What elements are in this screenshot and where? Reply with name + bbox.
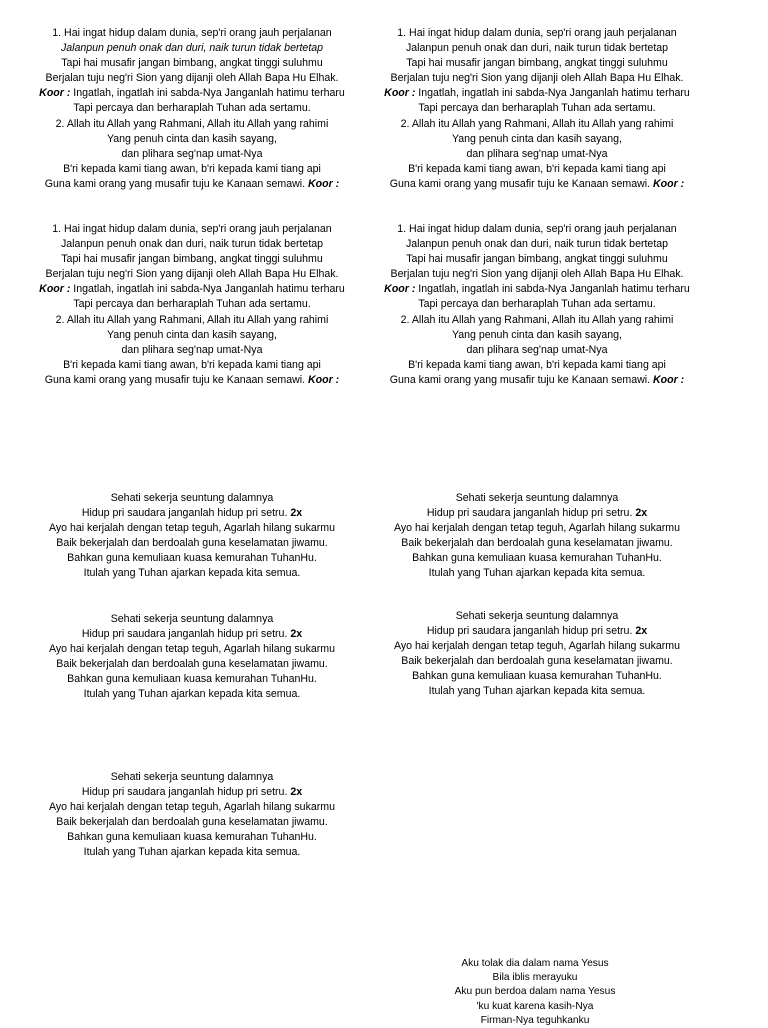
chorus-text: Ingatlah, ingatlah ini sabda-Nya Janganlah hatimu terharu [70, 87, 345, 100]
chorus-text: Ingatlah, ingatlah ini sabda-Nya Janganlah hatimu terharu [415, 283, 690, 296]
koor-label: Koor : [308, 177, 340, 190]
verse-line: Tapi percaya dan berharaplah Tuhan ada sertamu. [418, 102, 656, 115]
verse-line [8, 506, 376, 521]
verse-line [8, 177, 376, 192]
verse-line [353, 506, 721, 521]
verse-line: Tapi hai musafir jangan bimbang, angkat tinggi suluhmu [406, 57, 668, 70]
verse-line: Berjalan tuju neg'ri Sion yang dijanji oleh Allah Bapa Hu Elhak. [45, 72, 339, 85]
verse-line: Itulah yang Tuhan ajarkan kepada kita semua. [83, 688, 301, 701]
chorus-line [8, 282, 376, 297]
verse-line: Baik bekerjalah dan berdoalah guna keselamatan jiwamu. [401, 537, 673, 550]
verse-line: 2. Allah itu Allah yang Rahmani, Allah itu Allah yang rahimi [400, 313, 674, 326]
verse-text: Guna kami orang yang musafir tuju ke Kanaan semawi. [44, 373, 309, 386]
verse-line: Itulah yang Tuhan ajarkan kepada kita semua. [83, 846, 301, 859]
hymn1-copy-4 [353, 222, 721, 388]
verse-line: Sehati sekerja seuntung dalamnya [110, 771, 274, 783]
verse-line: Baik bekerjalah dan berdoalah guna keselamatan jiwamu. [56, 537, 328, 550]
verse-line: 2. Allah itu Allah yang Rahmani, Allah itu Allah yang rahimi [400, 117, 674, 130]
verse-line: Tapi hai musafir jangan bimbang, angkat tinggi suluhmu [61, 57, 323, 70]
verse-line: Tapi percaya dan berharaplah Tuhan ada sertamu. [418, 298, 656, 311]
repeat-mark: 2x [290, 786, 303, 799]
hymn1-copy-2 [353, 26, 721, 192]
chorus-line [8, 86, 376, 101]
repeat-mark: 2x [635, 625, 648, 638]
verse-line: Bahkan guna kemuliaan kuasa kemurahan TuhanHu. [67, 552, 317, 565]
verse-line: Yang penuh cinta dan kasih sayang, [451, 132, 623, 145]
verse-line: Baik bekerjalah dan berdoalah guna keselamatan jiwamu. [401, 655, 673, 668]
repeat-mark: 2x [290, 628, 303, 641]
verse-line: Bahkan guna kemuliaan kuasa kemurahan TuhanHu. [67, 673, 317, 686]
hymn2-copy-3 [8, 612, 376, 703]
verse-line: 2. Allah itu Allah yang Rahmani, Allah itu Allah yang rahimi [55, 313, 329, 326]
verse-line: Itulah yang Tuhan ajarkan kepada kita semua. [428, 567, 646, 580]
verse-text: Hidup pri saudara janganlah hidup pri setru. [81, 507, 291, 520]
verse-line: 2. Allah itu Allah yang Rahmani, Allah itu Allah yang rahimi [55, 117, 329, 130]
verse-line: Yang penuh cinta dan kasih sayang, [451, 328, 623, 341]
verse-text: Hidup pri saudara janganlah hidup pri setru. [81, 786, 291, 799]
repeat-mark: 2x [635, 507, 648, 520]
verse-line: dan plihara seg'nap umat-Nya [466, 343, 608, 356]
verse-text: Hidup pri saudara janganlah hidup pri setru. [81, 628, 291, 641]
hymn1-copy-3 [8, 222, 376, 388]
verse-line: 1. Hai ingat hidup dalam dunia, sep'ri orang jauh perjalanan [397, 27, 677, 39]
verse-line: Berjalan tuju neg'ri Sion yang dijanji oleh Allah Bapa Hu Elhak. [390, 268, 684, 281]
repeat-mark: 2x [290, 507, 303, 520]
verse-line: Ayo hai kerjalah dengan tetap teguh, Agarlah hilang sukarmu [48, 522, 336, 535]
koor-label: Koor : [39, 283, 71, 296]
koor-label: Koor : [308, 373, 340, 386]
verse-line: Ayo hai kerjalah dengan tetap teguh, Agarlah hilang sukarmu [393, 522, 681, 535]
verse-line: Jalanpun penuh onak dan duri, naik turun tidak bertetap [60, 238, 324, 251]
koor-label: Koor : [653, 177, 685, 190]
verse-line: Berjalan tuju neg'ri Sion yang dijanji oleh Allah Bapa Hu Elhak. [390, 72, 684, 85]
koor-label: Koor : [39, 87, 71, 100]
verse-line: dan plihara seg'nap umat-Nya [466, 147, 608, 160]
verse-line [353, 177, 721, 192]
hymn3-copy-1 [385, 957, 685, 1028]
verse-line: Ayo hai kerjalah dengan tetap teguh, Agarlah hilang sukarmu [393, 640, 681, 653]
verse-line: Yang penuh cinta dan kasih sayang, [106, 328, 278, 341]
verse-line: 1. Hai ingat hidup dalam dunia, sep'ri orang jauh perjalanan [397, 223, 677, 235]
verse-line: dan plihara seg'nap umat-Nya [121, 147, 263, 160]
verse-line: Aku tolak dia dalam nama Yesus [461, 958, 609, 969]
verse-line: Tapi percaya dan berharaplah Tuhan ada sertamu. [73, 298, 311, 311]
verse-line: Tapi hai musafir jangan bimbang, angkat tinggi suluhmu [406, 253, 668, 266]
koor-label: Koor : [653, 373, 685, 386]
verse-text: Hidup pri saudara janganlah hidup pri setru. [426, 507, 636, 520]
verse-line: B'ri kepada kami tiang awan, b'ri kepada kami tiang api [63, 358, 321, 371]
hymn2-copy-1 [8, 491, 376, 582]
verse-line: dan plihara seg'nap umat-Nya [121, 343, 263, 356]
verse-line [8, 373, 376, 388]
verse-line: Sehati sekerja seuntung dalamnya [455, 610, 619, 622]
hymn2-copy-4 [353, 609, 721, 700]
verse-line: B'ri kepada kami tiang awan, b'ri kepada kami tiang api [408, 358, 666, 371]
verse-line [353, 373, 721, 388]
verse-line: Bahkan guna kemuliaan kuasa kemurahan TuhanHu. [412, 552, 662, 565]
hymn1-copy-1 [8, 26, 376, 192]
verse-line: 'ku kuat karena kasih-Nya [476, 1000, 594, 1012]
verse-line: Ayo hai kerjalah dengan tetap teguh, Agarlah hilang sukarmu [48, 801, 336, 814]
verse-line: Jalanpun penuh onak dan duri, naik turun tidak bertetap [405, 42, 669, 55]
verse-line: Sehati sekerja seuntung dalamnya [110, 613, 274, 625]
verse-line: Aku pun berdoa dalam nama Yesus [454, 986, 616, 998]
verse-line: Jalanpun penuh onak dan duri, naik turun tidak bertetap [60, 42, 324, 55]
verse-text: Guna kami orang yang musafir tuju ke Kanaan semawi. [44, 177, 309, 190]
verse-line: Tapi percaya dan berharaplah Tuhan ada sertamu. [73, 102, 311, 115]
verse-line: Sehati sekerja seuntung dalamnya [110, 492, 274, 504]
chorus-text: Ingatlah, ingatlah ini sabda-Nya Janganlah hatimu terharu [70, 283, 345, 296]
verse-line: Itulah yang Tuhan ajarkan kepada kita semua. [83, 567, 301, 580]
verse-line: Tapi hai musafir jangan bimbang, angkat tinggi suluhmu [61, 253, 323, 266]
verse-line: Baik bekerjalah dan berdoalah guna keselamatan jiwamu. [56, 658, 328, 671]
koor-label: Koor : [384, 283, 416, 296]
verse-line: Ayo hai kerjalah dengan tetap teguh, Agarlah hilang sukarmu [48, 643, 336, 656]
chorus-line [353, 86, 721, 101]
koor-label: Koor : [384, 87, 416, 100]
verse-line: Yang penuh cinta dan kasih sayang, [106, 132, 278, 145]
verse-text: Guna kami orang yang musafir tuju ke Kanaan semawi. [389, 373, 654, 386]
verse-line: 1. Hai ingat hidup dalam dunia, sep'ri orang jauh perjalanan [52, 223, 332, 235]
hymn2-copy-2 [353, 491, 721, 582]
verse-line: Firman-Nya teguhkanku [480, 1014, 590, 1026]
verse-line: Bahkan guna kemuliaan kuasa kemurahan TuhanHu. [412, 670, 662, 683]
verse-line: Sehati sekerja seuntung dalamnya [455, 492, 619, 504]
verse-line: Jalanpun penuh onak dan duri, naik turun tidak bertetap [405, 238, 669, 251]
chorus-line [353, 282, 721, 297]
verse-line: 1. Hai ingat hidup dalam dunia, sep'ri orang jauh perjalanan [52, 27, 332, 39]
verse-line: B'ri kepada kami tiang awan, b'ri kepada kami tiang api [408, 162, 666, 175]
verse-text: Hidup pri saudara janganlah hidup pri setru. [426, 625, 636, 638]
verse-text: Guna kami orang yang musafir tuju ke Kanaan semawi. [389, 177, 654, 190]
verse-line [353, 624, 721, 639]
verse-line [8, 627, 376, 642]
verse-line: Itulah yang Tuhan ajarkan kepada kita semua. [428, 685, 646, 698]
verse-line: B'ri kepada kami tiang awan, b'ri kepada kami tiang api [63, 162, 321, 175]
verse-line: Berjalan tuju neg'ri Sion yang dijanji oleh Allah Bapa Hu Elhak. [45, 268, 339, 281]
verse-line: Bahkan guna kemuliaan kuasa kemurahan TuhanHu. [67, 831, 317, 844]
verse-line: Bila iblis merayuku [492, 972, 578, 984]
verse-line: Baik bekerjalah dan berdoalah guna keselamatan jiwamu. [56, 816, 328, 829]
verse-line [8, 785, 376, 800]
chorus-text: Ingatlah, ingatlah ini sabda-Nya Janganlah hatimu terharu [415, 87, 690, 100]
hymn2-copy-5 [8, 770, 376, 861]
